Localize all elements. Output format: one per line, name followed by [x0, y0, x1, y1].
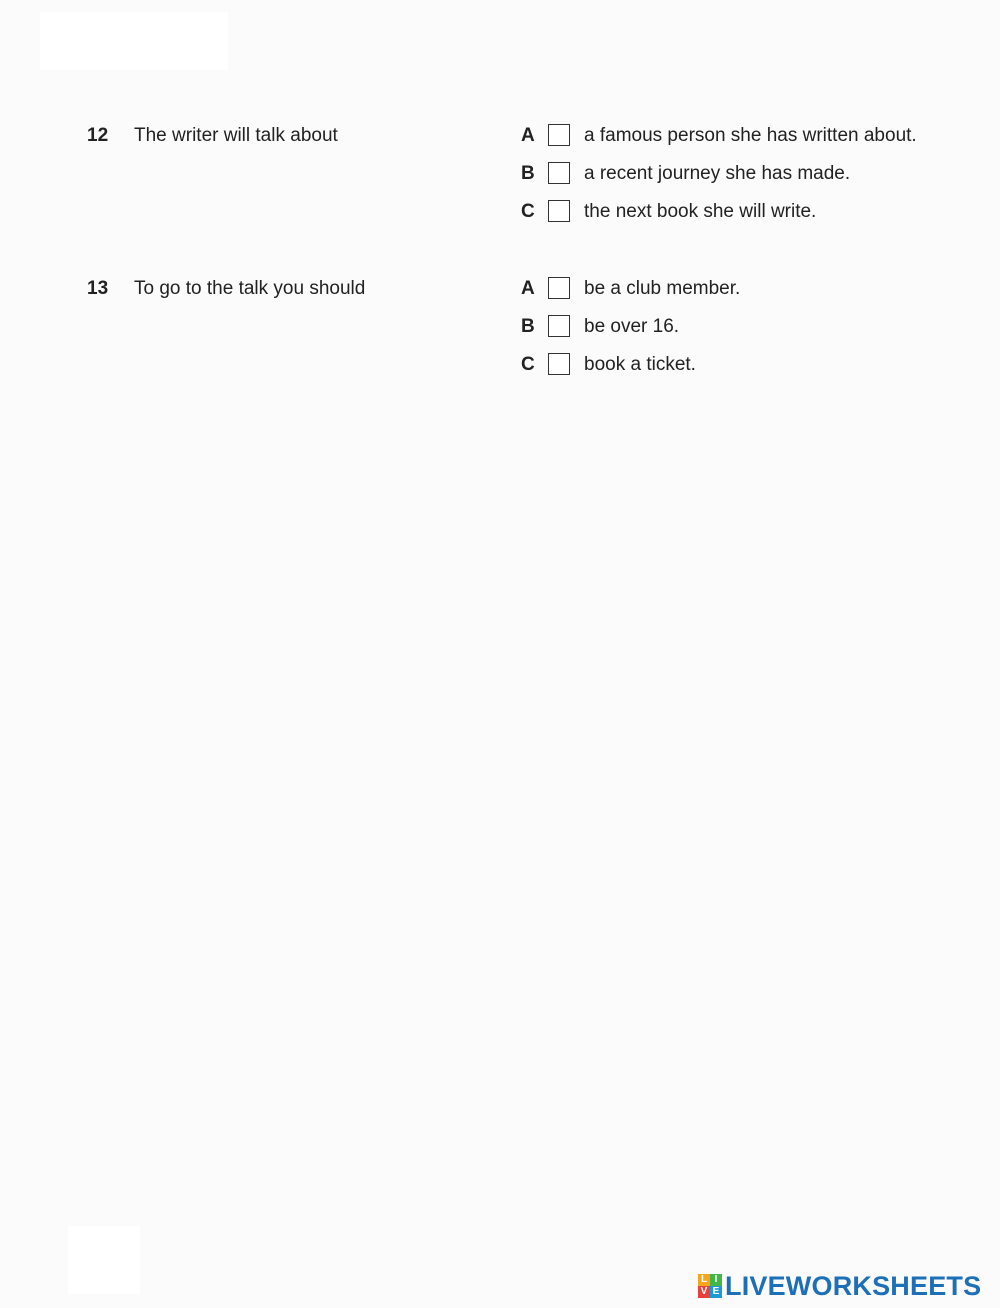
option-letter: C	[521, 201, 535, 222]
logo-letter-l: L	[698, 1274, 710, 1286]
option-13-c[interactable]	[521, 353, 991, 377]
option-letter: A	[521, 125, 535, 146]
option-text: be over 16.	[584, 316, 680, 337]
option-letter: C	[521, 354, 535, 375]
answer-checkbox[interactable]	[548, 315, 570, 337]
question-stem: To go to the talk you should	[134, 278, 366, 299]
question-stem: The writer will talk about	[134, 125, 338, 146]
option-12-a[interactable]	[521, 124, 991, 148]
option-letter: A	[521, 278, 535, 299]
option-letter: B	[521, 316, 535, 337]
logo-letter-v: V	[698, 1286, 710, 1298]
answer-checkbox[interactable]	[548, 162, 570, 184]
top-header-blank	[40, 12, 228, 70]
answer-checkbox[interactable]	[548, 200, 570, 222]
option-12-b[interactable]	[521, 162, 991, 186]
question-13	[0, 277, 1000, 397]
answer-checkbox[interactable]	[548, 353, 570, 375]
question-12	[0, 124, 1000, 244]
page-number-blank	[68, 1226, 140, 1294]
liveworksheets-icon	[698, 1274, 722, 1298]
question-number: 12	[87, 125, 109, 146]
option-text: a recent journey she has made.	[584, 163, 851, 184]
option-text: be a club member.	[584, 278, 741, 299]
option-13-a[interactable]	[521, 277, 991, 301]
option-13-b[interactable]	[521, 315, 991, 339]
answer-checkbox[interactable]	[548, 124, 570, 146]
logo-letter-e: E	[710, 1286, 722, 1298]
brand-name: LIVEWORKSHEETS	[725, 1271, 982, 1301]
option-text: the next book she will write.	[584, 201, 817, 222]
answer-checkbox[interactable]	[548, 277, 570, 299]
question-number: 13	[87, 278, 109, 299]
option-text: book a ticket.	[584, 354, 696, 375]
option-text: a famous person she has written about.	[584, 125, 917, 146]
option-letter: B	[521, 163, 535, 184]
logo-letter-i: I	[710, 1274, 722, 1286]
option-12-c[interactable]	[521, 200, 991, 224]
liveworksheets-logo[interactable]	[698, 1271, 981, 1301]
